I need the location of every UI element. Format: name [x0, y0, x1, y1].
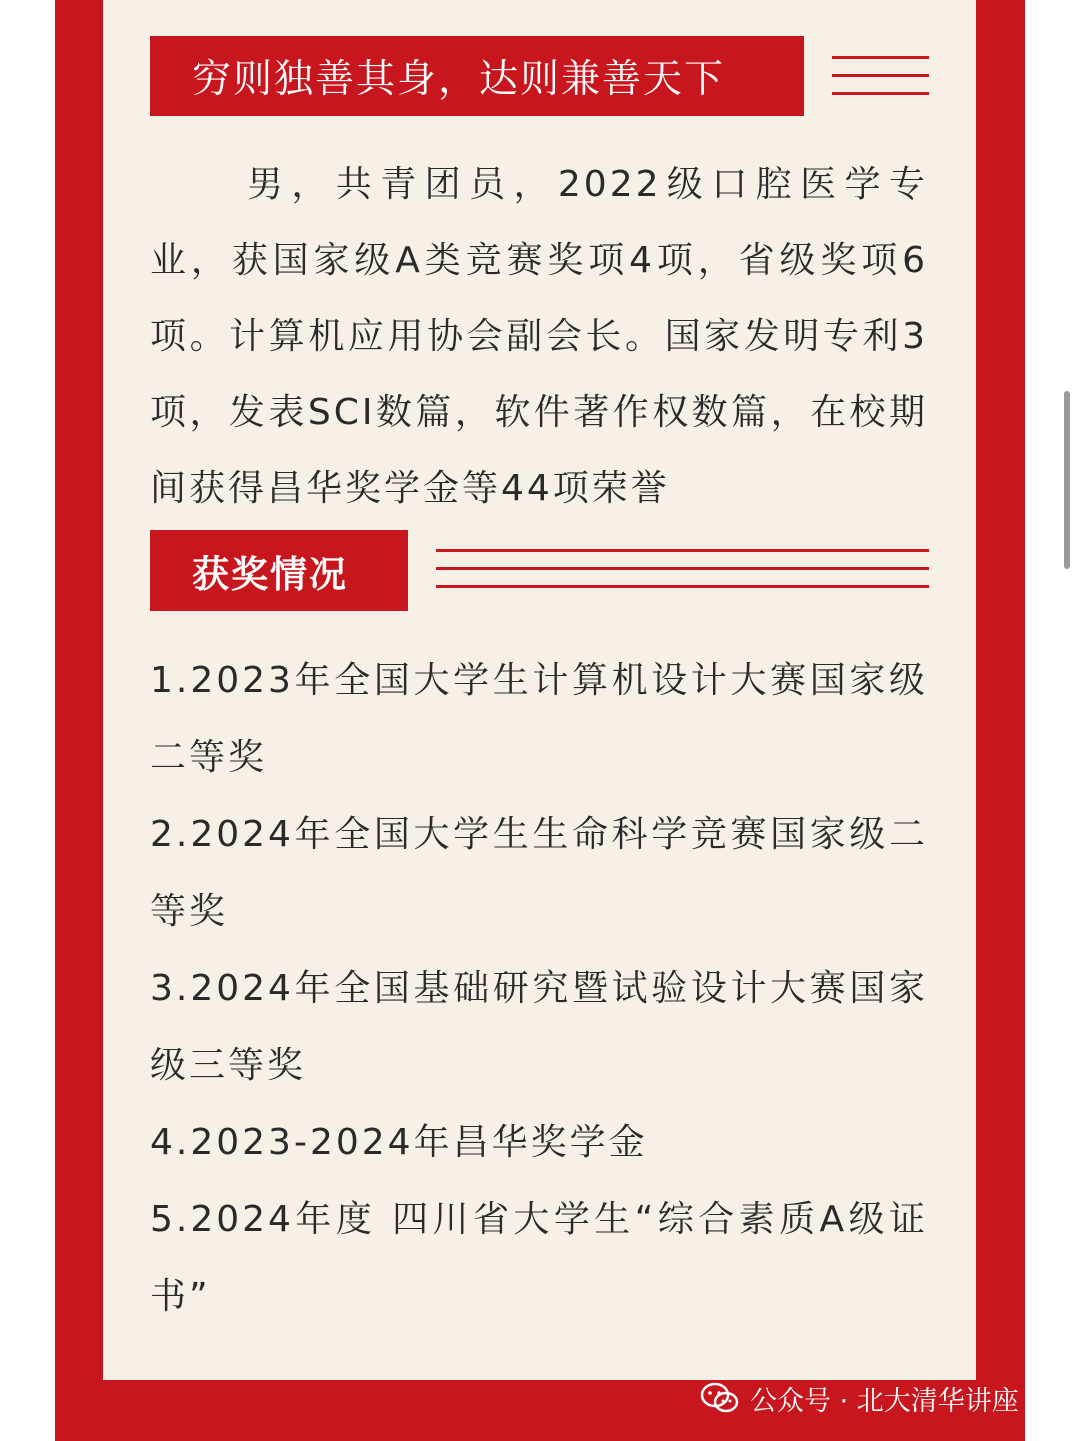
bio-paragraph: 男，共青团员，2022级口腔医学专业，获国家级A类竞赛奖项4项，省级奖项6项。计算机应用协会副会长。国家发明专利3项，发表SCI数篇，软件著作权数篇，在校期间获得昌华奖学金等44项荣誉: [150, 164, 928, 509]
award-item: 2.2024年全国大学生生命科学竞赛国家级二等奖: [150, 814, 928, 932]
awards-list: [150, 642, 928, 1335]
scrollbar[interactable]: [1064, 391, 1070, 569]
award-item: 5.2024年度 四川省大学生“综合素质A级证书”: [150, 1199, 928, 1317]
motto-title: 穷则独善其身，达则兼善天下: [192, 57, 726, 102]
watermark-text: 公众号 · 北大清华讲座: [750, 1385, 1019, 1417]
awards-decoration-lines: [436, 549, 929, 589]
awards-title: 获奖情况: [192, 552, 348, 596]
awards-title-bar: [150, 530, 408, 611]
award-item: 3.2024年全国基础研究暨试验设计大赛国家级三等奖: [150, 968, 928, 1086]
watermark: [700, 1374, 1080, 1422]
motto-decoration-lines: [832, 56, 929, 96]
award-item: 1.2023年全国大学生计算机设计大赛国家级二等奖: [150, 660, 928, 778]
wechat-icon: [700, 1382, 740, 1414]
award-item: 4.2023-2024年昌华奖学金: [150, 1122, 648, 1163]
motto-title-bar: [150, 36, 804, 116]
